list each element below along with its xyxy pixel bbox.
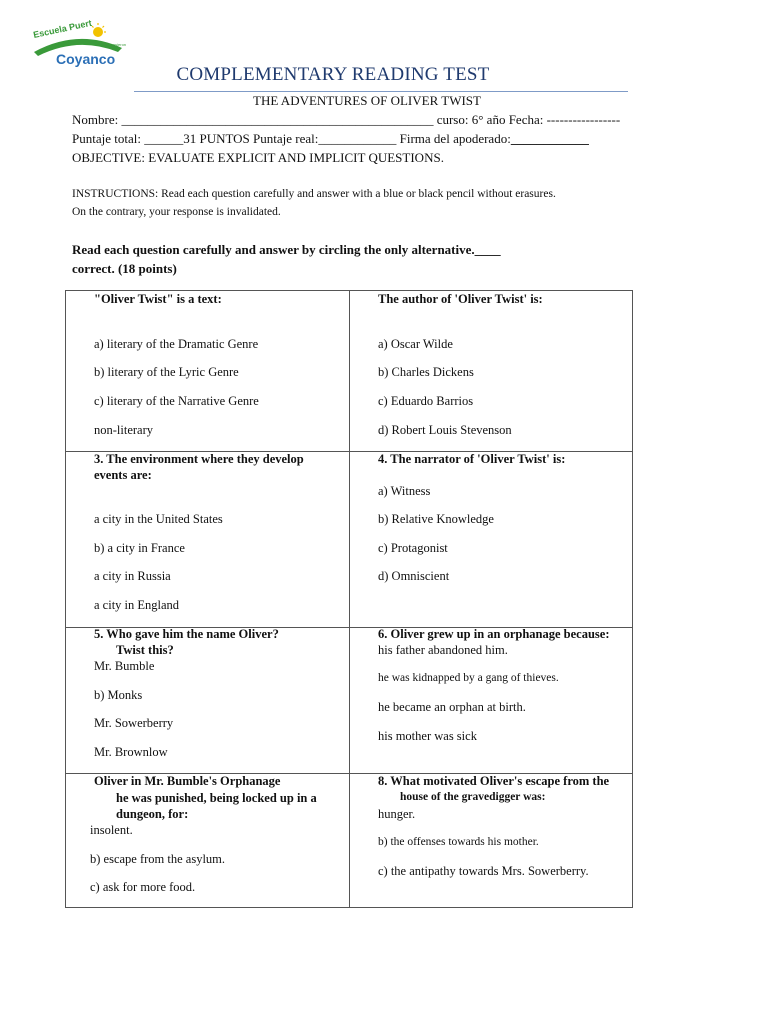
q6-option-b[interactable]: he was kidnapped by a gang of thieves. [378, 672, 559, 684]
q3-option-b[interactable]: b) a city in France [94, 541, 185, 555]
question-3-prompt-cont: events are: [94, 468, 152, 482]
q4-option-d[interactable]: d) Omniscient [378, 569, 450, 583]
page-subtitle: THE ADVENTURES OF OLIVER TWIST [253, 93, 481, 108]
column-divider [349, 291, 350, 907]
question-7-prompt-cont-2: dungeon, for: [116, 807, 189, 821]
q7-option-a[interactable]: insolent. [90, 823, 133, 837]
q1-option-b[interactable]: b) literary of the Lyric Genre [94, 365, 239, 379]
q2-option-d[interactable]: d) Robert Louis Stevenson [378, 423, 512, 437]
score-signature-line [72, 131, 589, 147]
q5-option-b[interactable]: b) Monks [94, 688, 143, 702]
logo-text-small: Paesieron [108, 42, 127, 47]
signature-blank: ____________ [510, 131, 589, 146]
score-text: Puntaje total: ______31 PUNTOS Puntaje real:____________ Firma del apoderado: [72, 131, 511, 146]
section-heading [72, 242, 501, 258]
q5-option-c[interactable]: Mr. Sowerberry [94, 716, 174, 730]
instructions-line-1: INSTRUCTIONS: Read each question carefully and answer with a blue or black pencil without erasures. [72, 188, 556, 200]
q6-option-a[interactable]: his father abandoned him. [378, 643, 508, 657]
logo-text-main: Coyanco [56, 51, 116, 67]
q4-option-c[interactable]: c) Protagonist [378, 541, 448, 555]
question-7-prompt-cont: he was punished, being locked up in a [116, 791, 317, 805]
section-points: correct. (18 points) [72, 261, 177, 276]
q5-option-a[interactable]: Mr. Bumble [94, 659, 155, 673]
q8-option-c[interactable]: c) the antipathy towards Mrs. Sowerberry. [378, 864, 589, 878]
objective-line: OBJECTIVE: EVALUATE EXPLICIT AND IMPLICIT QUESTIONS. [72, 150, 444, 165]
q8-option-b[interactable]: b) the offenses towards his mother. [378, 836, 539, 848]
section-heading-tail: .____ [471, 242, 501, 257]
q4-option-b[interactable]: b) Relative Knowledge [378, 512, 494, 526]
question-2-prompt: The author of 'Oliver Twist' is: [378, 292, 543, 306]
logo-text-top: Escuela Puert [32, 18, 93, 40]
question-7-prompt: Oliver in Mr. Bumble's Orphanage [94, 774, 281, 788]
question-4-prompt: 4. The narrator of 'Oliver Twist' is: [378, 452, 566, 466]
q1-option-a[interactable]: a) literary of the Dramatic Genre [94, 337, 259, 351]
q1-option-d[interactable]: non-literary [94, 423, 154, 437]
q1-option-c[interactable]: c) literary of the Narrative Genre [94, 394, 259, 408]
question-5-prompt-cont: Twist this? [116, 643, 174, 657]
question-8-prompt-cont: house of the gravedigger was: [400, 791, 546, 803]
name-course-date-line: Nombre: ________________________________________________ curso: 6° año Fecha: ----------------- [72, 112, 621, 127]
question-6-prompt: 6. Oliver grew up in an orphanage because: [378, 627, 610, 641]
instructions-line-2: On the contrary, your response is invalidated. [72, 206, 281, 218]
q8-option-a[interactable]: hunger. [378, 807, 416, 821]
q3-option-d[interactable]: a city in England [94, 598, 180, 612]
question-1-prompt: "Oliver Twist" is a text: [94, 292, 222, 306]
question-8-prompt: 8. What motivated Oliver's escape from the [378, 774, 610, 788]
title-divider [134, 91, 628, 92]
question-3-prompt: 3. The environment where they develop [94, 452, 304, 466]
q6-option-c[interactable]: he became an orphan at birth. [378, 700, 526, 714]
q5-option-d[interactable]: Mr. Brownlow [94, 745, 168, 759]
question-5-prompt: 5. Who gave him the name Oliver? [94, 627, 279, 641]
q3-option-c[interactable]: a city in Russia [94, 569, 171, 583]
q2-option-a[interactable]: a) Oscar Wilde [378, 337, 453, 351]
q6-option-d[interactable]: his mother was sick [378, 729, 477, 743]
q4-option-a[interactable]: a) Witness [378, 484, 431, 498]
q2-option-c[interactable]: c) Eduardo Barrios [378, 394, 474, 408]
section-heading-text: Read each question carefully and answer by circling the only alternative [72, 242, 472, 257]
q2-option-b[interactable]: b) Charles Dickens [378, 365, 474, 379]
q3-option-a[interactable]: a city in the United States [94, 512, 223, 526]
q7-option-b[interactable]: b) escape from the asylum. [90, 852, 226, 866]
q7-option-c[interactable]: c) ask for more food. [90, 880, 196, 894]
page-title: COMPLEMENTARY READING TEST [176, 64, 490, 85]
